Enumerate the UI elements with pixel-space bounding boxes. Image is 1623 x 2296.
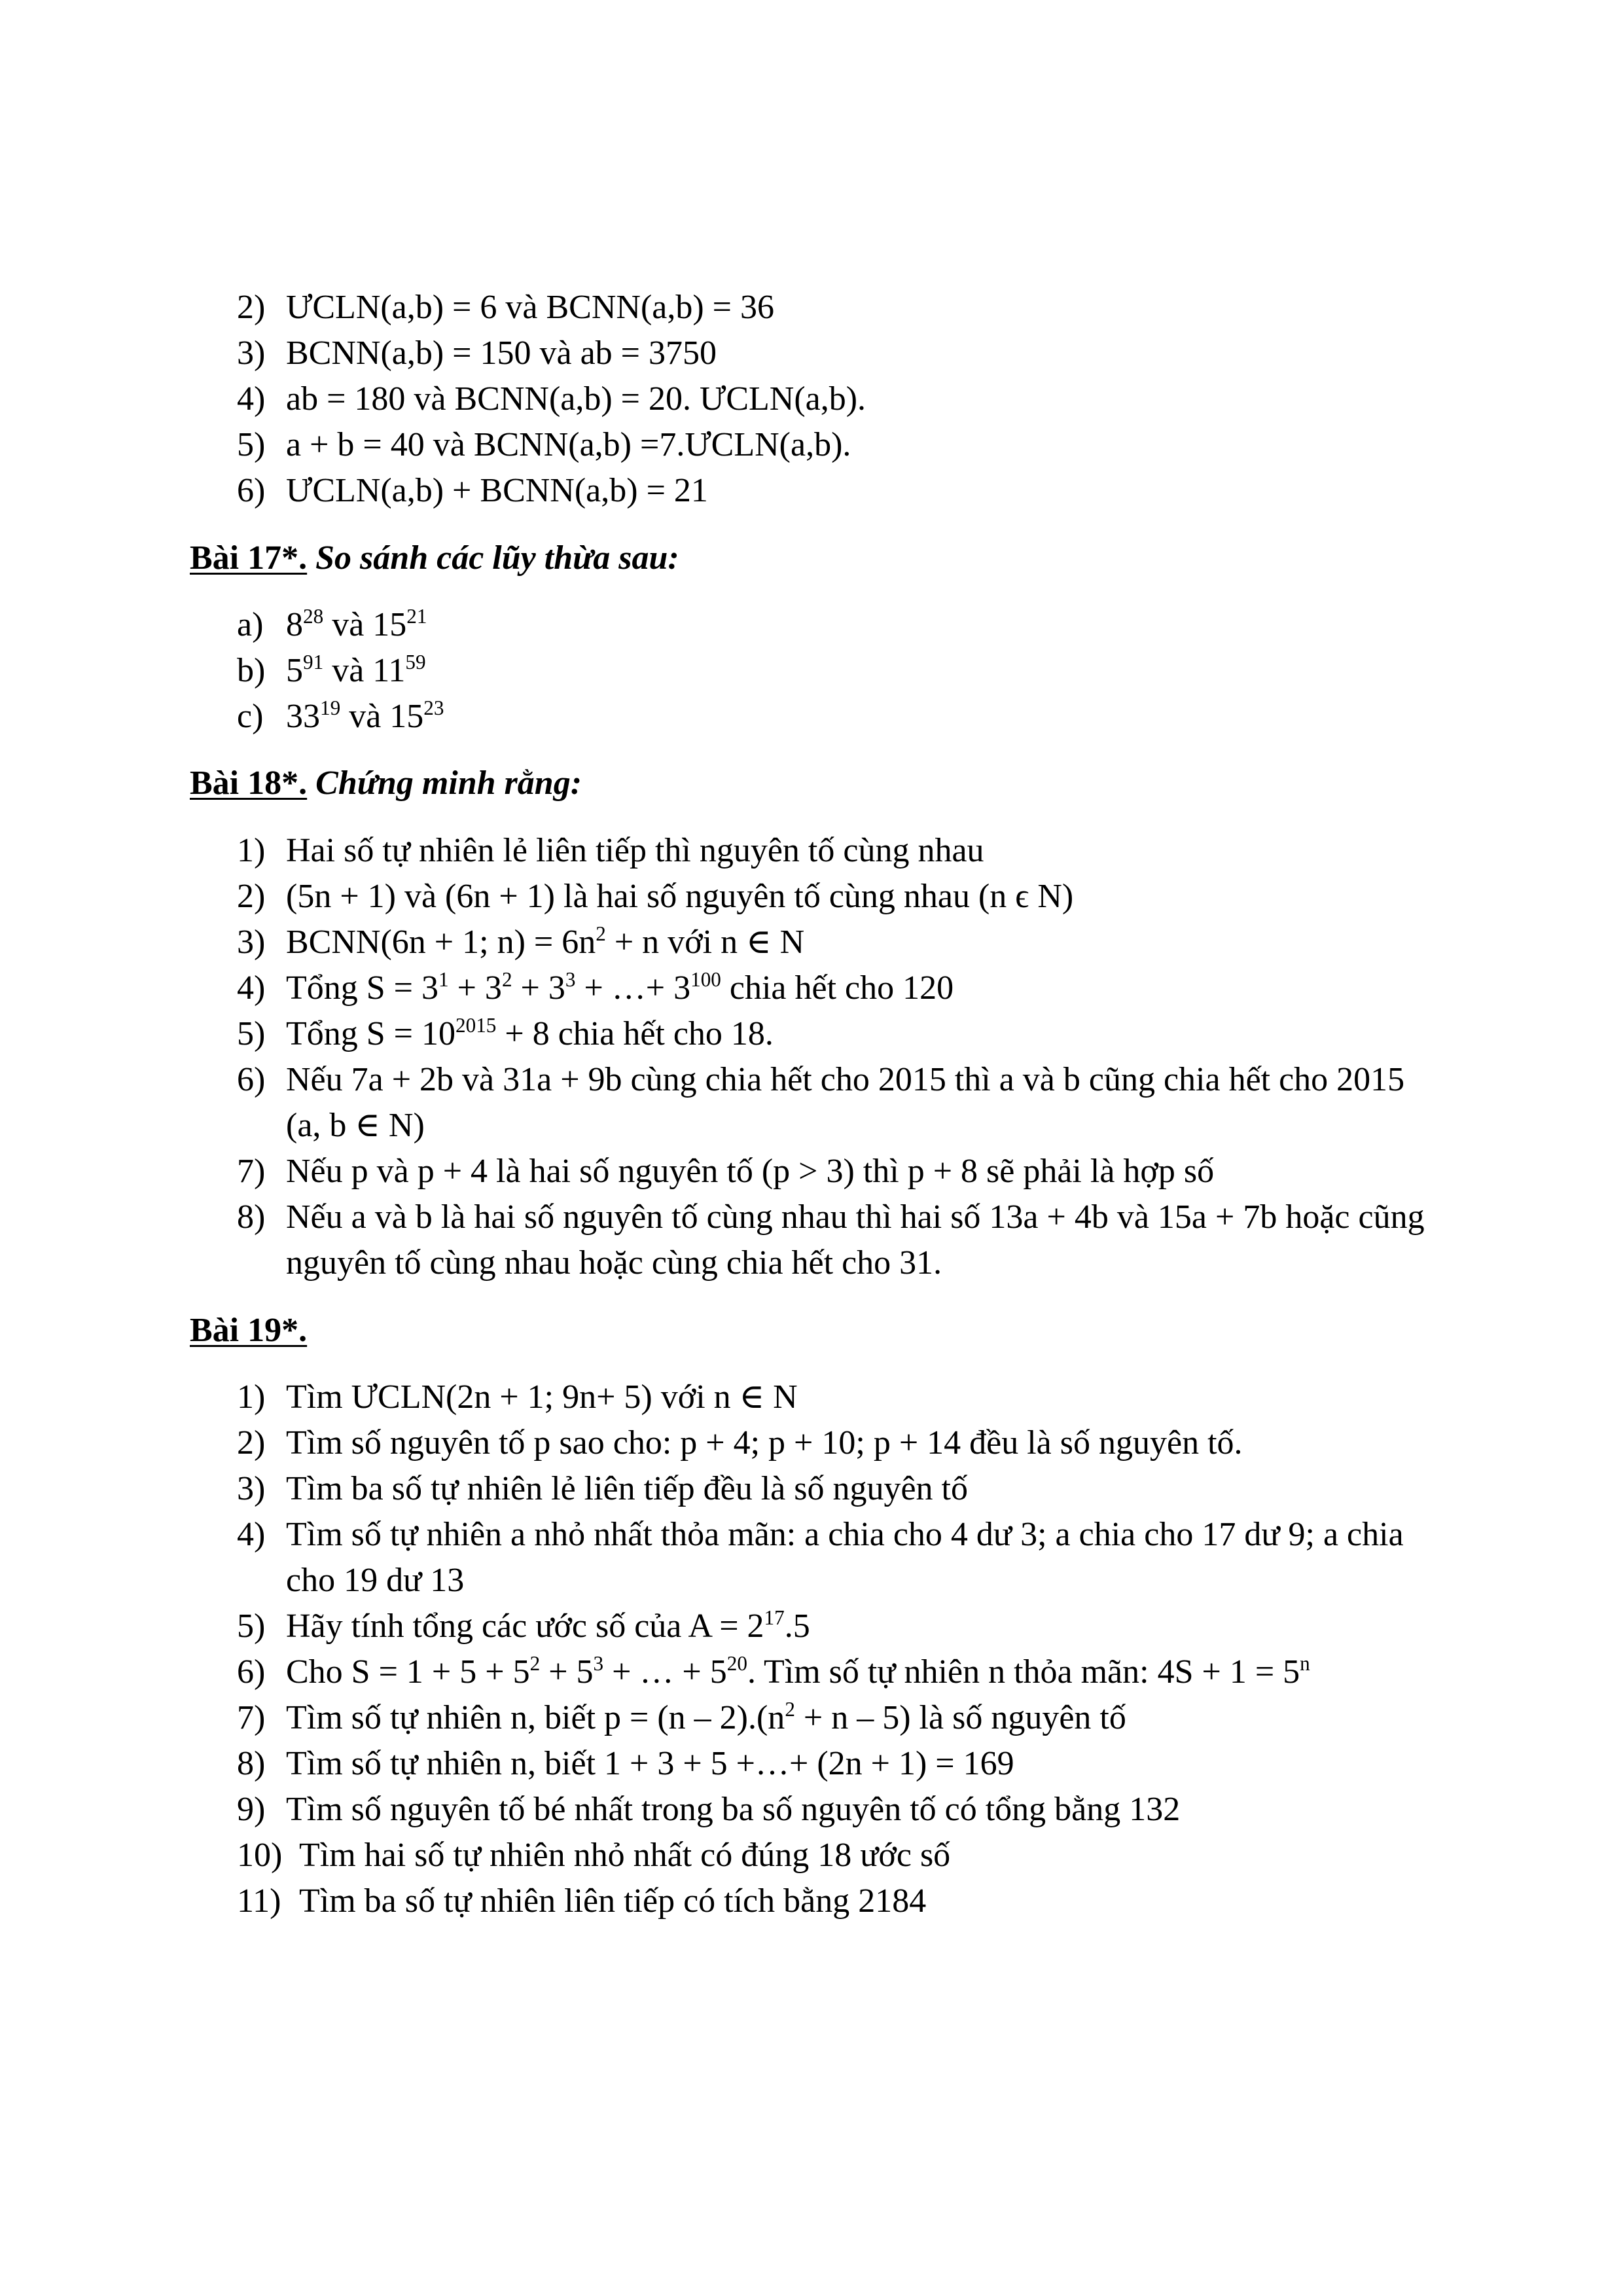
item-text: BCNN(a,b) = 150 và ab = 3750 [286,334,717,372]
item-text: Nếu 7a + 2b và 31a + 9b cùng chia hết cho 2015 thì a và b cũng chia hết cho 2015 (a, b ∈ N) [286,1061,1405,1144]
exercise-heading-18 [190,761,582,806]
item-number: 7) [237,1153,266,1190]
item-number: c) [237,698,264,735]
item-number: 5) [237,1607,266,1645]
list-item [237,1512,1428,1604]
item-text: Tìm số tự nhiên n, biết $p = (n - 2).(n^2 + n - 5)$ là số nguyên tố [286,1698,1126,1736]
exercise-heading-19 [190,1308,307,1354]
item-number: 3) [237,1470,266,1507]
item-text: Nếu p và p + 4 là hai số nguyên tố (p > 3) thì p + 8 sẽ phải là hợp số [286,1153,1215,1190]
item-text: Tổng $S = 3^1 + 3^2 + 3^3$ + …+ $3^{100}$ chia hết cho 120 [286,968,954,1007]
item-text: Tìm ƯCLN(2n + 1; 9n+ 5) với n ∈ N [286,1378,798,1416]
item-number: 6) [237,472,266,509]
item-text: (5n + 1) và (6n + 1) là hai số nguyên tố cùng nhau (n ϵ N) [286,878,1074,915]
item-number: 3) [237,334,266,372]
exercise-label: Bài 18*. [190,764,308,802]
item-text: Tìm số nguyên tố bé nhất trong ba số nguyên tố có tổng bằng 132 [286,1791,1181,1828]
exercise-label: Bài 19*. [190,1312,308,1349]
item-text: Tổng $S = 10^{2015} + 8$ chia hết cho 18. [286,1014,774,1052]
list-item [237,1057,1428,1149]
item-text: Tìm số tự nhiên n, biết 1 + 3 + 5 +…+ (2n + 1) = 169 [286,1745,1014,1782]
exercise-title: Chứng minh rằng: [315,764,582,802]
item-number: b) [237,652,266,689]
item-text: Hai số tự nhiên lẻ liên tiếp thì nguyên tố cùng nhau [286,832,984,869]
item-text: $8^{28}$ và $15^{21}$ [286,605,427,643]
item-text: $5^{91}$ và $11^{59}$ [286,651,426,689]
item-number: 11) [237,1882,281,1920]
exercise-title: So sánh các lũy thừa sau: [315,539,679,577]
item-text: a + b = 40 và BCNN(a,b) =7.ƯCLN(a,b). [286,426,851,463]
item-number: 7) [237,1699,266,1736]
item-text: Hãy tính tổng các ước số của $A = 2^{17}.5$ [286,1606,810,1645]
item-number: 2) [237,1424,266,1462]
item-number: 8) [237,1745,266,1782]
item-number: 1) [237,1378,266,1416]
item-number: 1) [237,832,266,869]
item-text: Tìm ba số tự nhiên lẻ liên tiếp đều là số nguyên tố [286,1470,968,1507]
item-number: 2) [237,878,266,915]
item-number: 6) [237,1061,266,1098]
item-text: ab = 180 và BCNN(a,b) = 20. ƯCLN(a,b). [286,380,866,418]
item-number: 10) [237,1837,283,1874]
item-number: 9) [237,1791,266,1828]
item-text: Cho $S = 1 + 5 + 5^2 + 5^3$ + … + $5^{20}$. Tìm số tự nhiên n thỏa mãn: $4S + 1 = 5^n$ [286,1652,1310,1691]
item-text: BCNN(6n + 1; $n) = 6n^2 + n$ với n ∈ N [286,922,805,961]
item-number: 4) [237,1516,266,1553]
item-text: Tìm hai số tự nhiên nhỏ nhất có đúng 18 ước số [299,1837,951,1874]
item-number: 2) [237,289,266,326]
item-text: Nếu a và b là hai số nguyên tố cùng nhau thì hai số 13a + 4b và 15a + 7b hoặc cũng nguyên tố cùng nhau hoặc cùng chia hết cho 31. [286,1198,1425,1282]
item-number: 6) [237,1653,266,1691]
list-item [237,1194,1428,1286]
item-text: $33^{19}$ và $15^{23}$ [286,696,444,735]
item-number: a) [237,606,264,643]
item-text: ƯCLN(a,b) = 6 và BCNN(a,b) = 36 [286,289,774,326]
item-number: 5) [237,1015,266,1052]
item-number: 5) [237,426,266,463]
exercise-heading-17 [190,535,679,581]
item-text: ƯCLN(a,b) + BCNN(a,b) = 21 [286,472,708,509]
item-number: 8) [237,1198,266,1236]
item-text: Tìm ba số tự nhiên liên tiếp có tích bằng 2184 [299,1882,927,1920]
item-text: Tìm số tự nhiên a nhỏ nhất thỏa mãn: a chia cho 4 dư 3; a chia cho 17 dư 9; a chia cho 19 dư 13 [286,1516,1404,1599]
exercise-label: Bài 17*. [190,539,308,577]
item-text: Tìm số nguyên tố p sao cho: p + 4; p + 10; p + 14 đều là số nguyên tố. [286,1424,1243,1462]
item-number: 4) [237,380,266,418]
item-number: 3) [237,924,266,961]
item-number: 4) [237,969,266,1007]
